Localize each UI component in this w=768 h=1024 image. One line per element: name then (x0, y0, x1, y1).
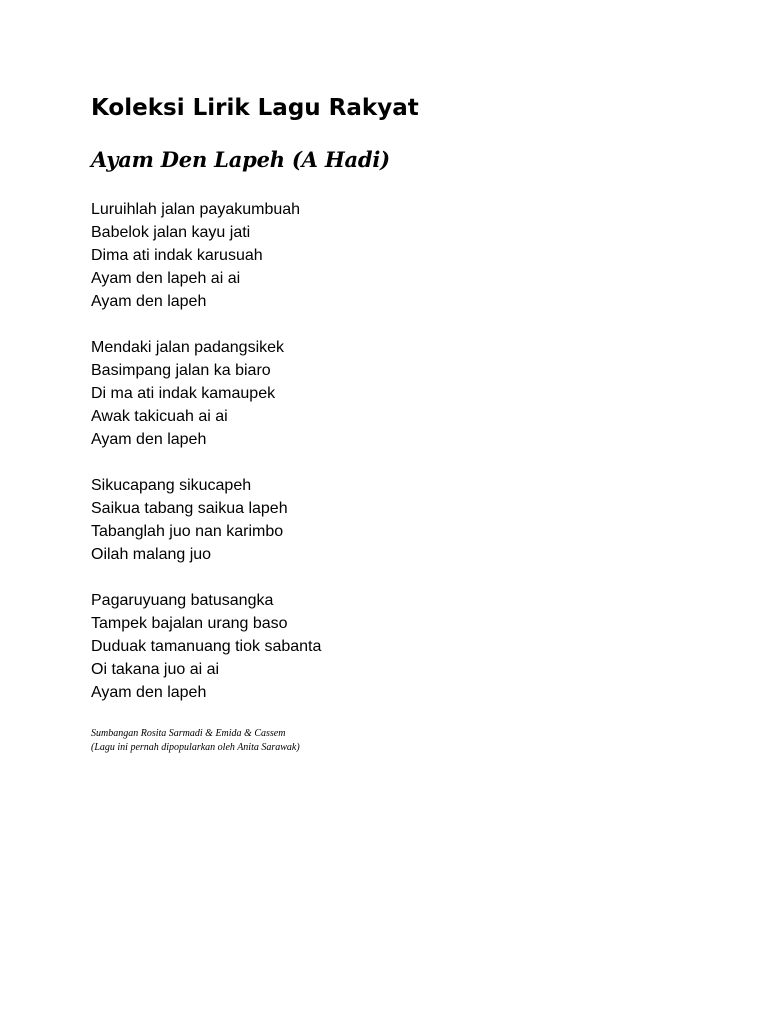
lyric-line: Awak takicuah ai ai (91, 408, 228, 425)
credit-line: Sumbangan Rosita Sarmadi & Emida & Cassem (91, 728, 286, 739)
lyric-line: Ayam den lapeh ai ai (91, 270, 241, 287)
stanza (91, 336, 711, 451)
lyric-line: Pagaruyuang batusangka (91, 592, 274, 609)
credits (91, 727, 711, 755)
lyric-line: Saikua tabang saikua lapeh (91, 500, 288, 517)
lyric-line: Di ma ati indak kamaupek (91, 385, 276, 402)
song-title: Ayam Den Lapeh (A Hadi) (91, 147, 390, 172)
lyric-line: Oi takana juo ai ai (91, 661, 220, 678)
document-content (91, 92, 711, 755)
credit-line: (Lagu ini pernah dipopularkan oleh Anita Sarawak) (91, 742, 300, 753)
lyric-line: Basimpang jalan ka biaro (91, 362, 271, 379)
stanza (91, 589, 711, 704)
document-title: Koleksi Lirik Lagu Rakyat (91, 95, 419, 121)
lyric-line: Babelok jalan kayu jati (91, 224, 251, 241)
lyric-line: Mendaki jalan padangsikek (91, 339, 285, 356)
lyric-line: Duduak tamanuang tiok sabanta (91, 638, 322, 655)
lyric-line: Dima ati indak karusuah (91, 247, 263, 264)
lyric-line: Ayam den lapeh (91, 684, 207, 701)
lyric-line: Sikucapang sikucapeh (91, 477, 252, 494)
lyric-line: Tabanglah juo nan karimbo (91, 523, 284, 540)
stanza (91, 198, 711, 313)
lyrics (91, 198, 711, 704)
stanza (91, 474, 711, 566)
lyric-line: Ayam den lapeh (91, 293, 207, 310)
lyric-line: Ayam den lapeh (91, 431, 207, 448)
lyric-line: Oilah malang juo (91, 546, 212, 563)
lyric-line: Tampek bajalan urang baso (91, 615, 288, 632)
lyric-line: Luruihlah jalan payakumbuah (91, 201, 301, 218)
